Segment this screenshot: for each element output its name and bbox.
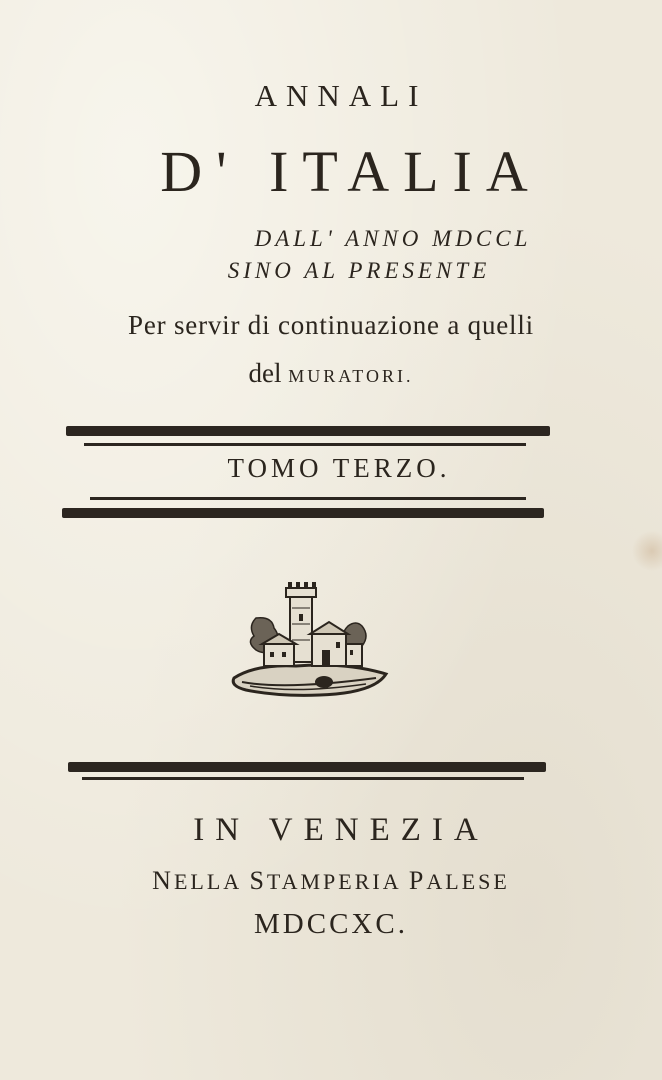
muratori-name: MURATORI. xyxy=(288,366,414,386)
rule-top-thin xyxy=(84,443,526,446)
printer-word1-rest: ELLA xyxy=(173,869,250,894)
volume-label: TOMO TERZO. xyxy=(227,453,451,483)
printer-word2-rest: TAMPERIA xyxy=(266,869,409,894)
printer-word2-initial: S xyxy=(249,866,267,895)
rule-bottom-thick xyxy=(68,762,546,772)
rule-bottom-thin xyxy=(82,777,524,780)
printer-word3-initial: P xyxy=(408,866,427,895)
imprint-printer xyxy=(0,866,662,896)
rule-mid-thin xyxy=(90,497,526,500)
printer-word3-rest: ALESE xyxy=(426,869,510,894)
subtitle-line-muratori xyxy=(0,358,662,389)
subtitle-line-per-servir: Per servir di continuazione a quelli xyxy=(128,310,534,340)
subtitle-line-sino: SINO AL PRESENTE xyxy=(227,258,491,283)
muratori-prefix: del xyxy=(248,358,282,388)
paper-stain xyxy=(632,530,662,572)
imprint-city: IN VENEZIA xyxy=(193,812,489,848)
rule-mid-thick xyxy=(62,508,544,518)
printer-word1-initial: N xyxy=(152,866,174,895)
title-line-italia: D' ITALIA xyxy=(160,139,542,204)
title-line-annali: ANNALI xyxy=(254,78,428,113)
woodcut-castle-vignette-icon xyxy=(226,578,390,704)
imprint-year: MDCCXC. xyxy=(254,908,408,940)
rule-top-thick xyxy=(66,426,550,436)
subtitle-line-dall-anno: DALL' ANNO MDCCL xyxy=(254,226,532,251)
